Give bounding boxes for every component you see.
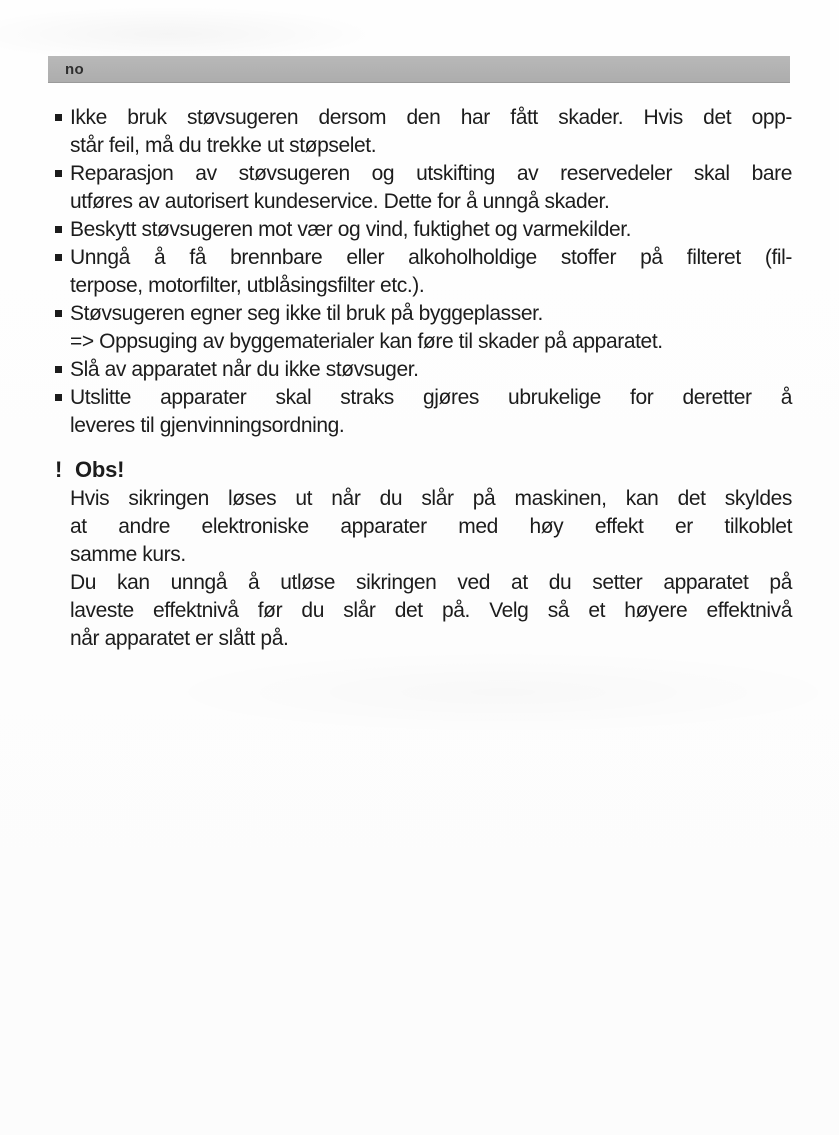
text-line: leveres til gjenvinningsordning. (70, 414, 345, 437)
safety-instructions (55, 104, 792, 653)
text-line: Unngå å få brennbare eller alkoholholdige stoffer på filteret (fil- (70, 246, 792, 269)
text-line: Beskytt støvsugeren mot vær og vind, fuktighet og varmekilder. (70, 218, 632, 241)
text-line: Hvis sikringen løses ut når du slår på maskinen, kan det skyldes (70, 487, 792, 510)
text-line: Utslitte apparater skal straks gjøres ubrukelige for deretter å (70, 386, 792, 409)
obs-paragraph (55, 485, 792, 569)
obs-paragraph (55, 569, 792, 653)
safety-bullet-item (55, 160, 792, 216)
square-bullet-icon (55, 104, 70, 121)
text-line: => Oppsuging av byggematerialer kan føre til skader på apparatet. (70, 330, 663, 353)
text-line: når apparatet er slått på. (70, 627, 289, 650)
safety-bullet-item (55, 104, 792, 160)
text-line: at andre elektroniske apparater med høy effekt er tilkoblet (70, 515, 792, 538)
language-bar (48, 56, 790, 83)
text-line: står feil, må du trekke ut støpselet. (70, 134, 377, 157)
square-bullet-icon (55, 244, 70, 261)
obs-heading (55, 455, 792, 485)
safety-bullet-item (55, 384, 792, 440)
exclamation-mark: ! (55, 457, 63, 482)
text-line: Du kan unngå å utløse sikringen ved at du setter apparatet på (70, 571, 792, 594)
text-line: Ikke bruk støvsugeren dersom den har fått skader. Hvis det opp- (70, 106, 792, 129)
safety-bullet-item (55, 244, 792, 300)
square-bullet-icon (55, 356, 70, 373)
text-line: Slå av apparatet når du ikke støvsuger. (70, 358, 419, 381)
obs-warning-section (55, 455, 792, 653)
language-code-label: no (65, 60, 84, 78)
text-line: terpose, motorfilter, utblåsingsfilter etc.). (70, 274, 425, 297)
square-bullet-icon (55, 160, 70, 177)
text-line: laveste effektnivå før du slår det på. Velg så et høyere effektnivå (70, 599, 792, 622)
obs-title: Obs! (75, 457, 125, 482)
square-bullet-icon (55, 300, 70, 317)
square-bullet-icon (55, 216, 70, 233)
text-line: utføres av autorisert kundeservice. Dette for å unngå skader. (70, 190, 610, 213)
text-line: Støvsugeren egner seg ikke til bruk på byggeplasser. (70, 302, 543, 325)
safety-bullet-item (55, 300, 792, 356)
safety-bullet-item (55, 356, 792, 384)
safety-bullet-item (55, 216, 792, 244)
text-line: samme kurs. (70, 543, 186, 566)
square-bullet-icon (55, 384, 70, 401)
text-line: Reparasjon av støvsugeren og utskifting av reservedeler skal bare (70, 162, 792, 185)
